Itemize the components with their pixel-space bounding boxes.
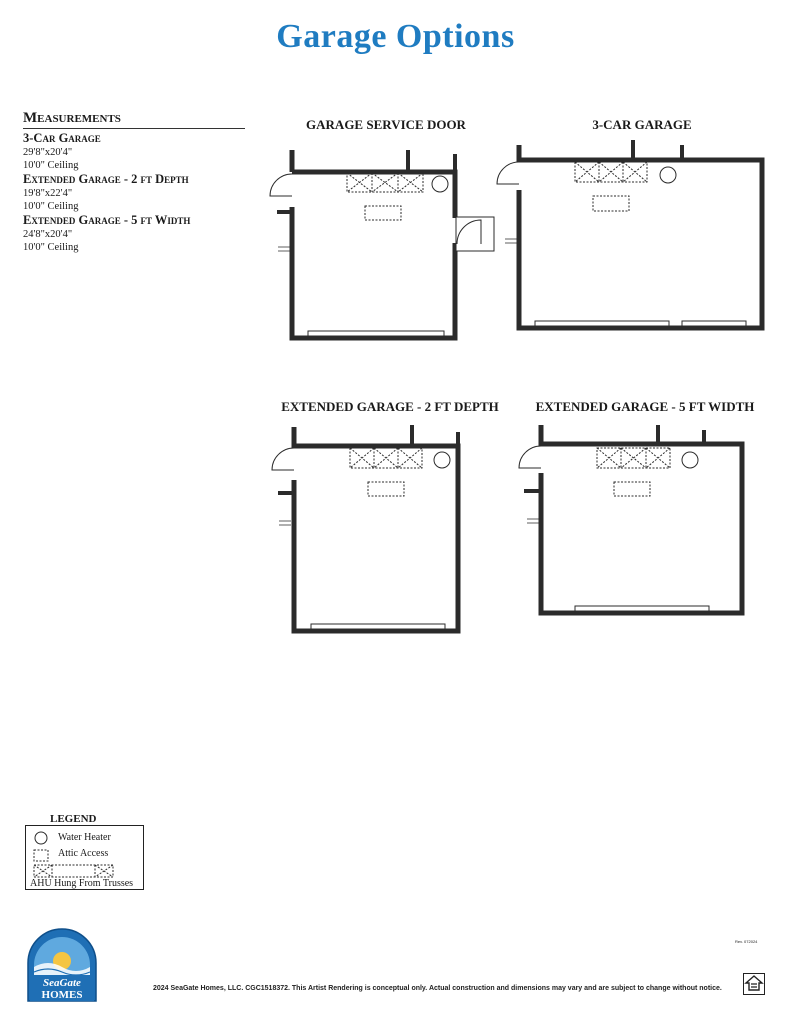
attic-access-icon xyxy=(34,850,48,861)
legend-attic-access: Attic Access xyxy=(58,848,109,859)
seagate-logo xyxy=(22,925,102,1003)
plan-service-door xyxy=(270,150,494,338)
measurement-size: 29'8"x20'4" xyxy=(23,147,73,158)
ahu-icon xyxy=(34,865,113,877)
legend-title: LEGEND xyxy=(50,813,97,825)
page-title: Garage Options xyxy=(276,18,515,55)
measurement-ceiling: 10'0" Ceiling xyxy=(23,201,79,212)
legend-water-heater: Water Heater xyxy=(58,832,111,843)
measurement-size: 19'8"x22'4" xyxy=(23,188,73,199)
garage-door xyxy=(308,331,444,336)
plan-extended-depth xyxy=(272,425,458,631)
plan-3-car-garage xyxy=(497,140,762,328)
measurement-name: Extended Garage - 5 ft Width xyxy=(23,213,191,227)
measurement-name: 3-Car Garage xyxy=(23,131,101,145)
measurement-ceiling: 10'0" Ceiling xyxy=(23,160,79,171)
plan-title-extended-depth: EXTENDED GARAGE - 2 FT DEPTH xyxy=(281,399,499,414)
legend-ahu: AHU Hung From Trusses xyxy=(30,878,134,889)
measurements-heading: Measurements xyxy=(23,110,245,129)
svg-text:SeaGate: SeaGate xyxy=(43,977,81,989)
plan-title-extended-width: EXTENDED GARAGE - 5 FT WIDTH xyxy=(535,399,755,414)
ahu-symbol xyxy=(347,173,423,192)
revision-code: Rev. 072024 xyxy=(735,939,758,944)
plan-extended-width xyxy=(519,425,742,613)
svg-text:HOMES: HOMES xyxy=(41,989,83,1001)
water-heater-icon xyxy=(35,832,47,844)
measurement-name: Extended Garage - 2 ft Depth xyxy=(23,172,189,186)
legend xyxy=(25,825,144,890)
footer-disclaimer: 2024 SeaGate Homes, LLC. CGC1518372. This Artist Rendering is conceptual only. Actual construction and dimensions may vary and are subject to change without notice. xyxy=(153,985,722,992)
plan-title-3-car-garage: 3-CAR GARAGE xyxy=(592,117,692,132)
plan-title-service-door: GARAGE SERVICE DOOR xyxy=(306,117,466,132)
measurement-size: 24'8"x20'4" xyxy=(23,229,73,240)
attic-access-icon xyxy=(365,206,401,220)
measurement-ceiling: 10'0" Ceiling xyxy=(23,242,79,253)
water-heater-icon xyxy=(432,176,448,192)
equal-housing-icon xyxy=(743,973,765,995)
